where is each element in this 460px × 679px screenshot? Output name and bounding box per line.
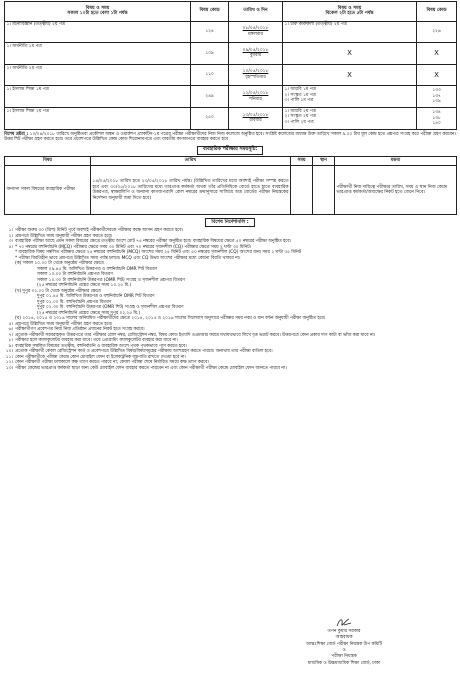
exam-date — [229, 43, 283, 65]
instruction-item — [4, 366, 456, 372]
instruction-text: (খ) দুপুর ০২.০০ টা থেকে অনুষ্ঠেয় পরীক্ষার ক্ষেত্রে — [15, 288, 101, 294]
afternoon-subjects — [283, 86, 417, 108]
exam-date — [229, 64, 283, 86]
header-morning: বিষয় ও সময় সকাল ১০টা হতে বেলা ১টা পর্যন্ত — [5, 2, 191, 22]
morning-subject: ১। অর্থনীতি ২য় পত্র — [5, 64, 191, 86]
instruction-text: (২৫ নম্বরের বহুনির্বাচনি প্রশ্নের ক্ষেত্রে সময় দুপুর ০২.২৫ মি.) — [37, 310, 141, 316]
not-applicable-mark: X — [347, 70, 352, 79]
instruction-text: পরীক্ষার্থীগণ প্রবেশপত্র নিজ নিজ প্রতিষ্ঠান প্রধানের নিকট হতে সংগ্রহ করবে। — [15, 327, 145, 333]
exam-date-value: ১৩/০৫/২০১৮ — [242, 112, 269, 118]
exam-day: শনিবার — [249, 96, 262, 102]
instruction-number: ১। — [8, 228, 13, 234]
afternoon-subject: ২। সংস্কৃত ১ম পত্র — [284, 92, 316, 98]
afternoon-subject: ১। চারু কারুকলা (তত্ত্বীয়) ২য় পত্র — [284, 22, 347, 28]
afternoon-subjects — [283, 107, 417, 129]
afternoon-subject: ৩। পালি ১ম পত্র — [284, 98, 314, 104]
signatory-and: ও — [342, 647, 346, 653]
not-applicable-mark: X — [347, 49, 352, 57]
header-code-2: বিষয় কোড — [417, 2, 457, 22]
practical-date: ১৪/০৫/২০১৮ তারিখ হতে ২৩/০৫/২০১৮ তারিখ পর্যন্ত। (উল্লিখিত তারিখের মধ্যে অবশ্যই পরীক্ষা সম্পন্ন করতে হবে এবং ৩০/০৫/২০১৮ তারিখের মধ্যে তারপ্রাপ্ত কর্মকর্তা অথবা তাঁর প্রতিনিধিকে বোর্ডে হাতে হাতে ব্যবহারিক উত্তরপত্র, স্বাক্ষরলিপি ও অন্যান্য কাগজপত্রাদি রোল নম্বরের ক্রমানুসারে সাজিয়ে অত্র বোর্ডের পরীক্ষা নিয়ন্ত্রকের নির্দেশনা অনুযায়ী জমা দিতে হবে) — [91, 166, 291, 215]
instruction-text: * ব্যবহারিক বিষয় সম্বলিত পরীক্ষার ক্ষেত্রে ২৫ নম্বরের বহুনির্বাচনি (MCQ) অংশের সময় ২৫ মিনিট এবং ৫০ নম্বরের সৃজনশীল (CQ) অংশের জন্য সময় ২ ঘণ্টা ৩৫ মিনিট — [15, 250, 302, 256]
instruction-text: কোন পরীক্ষার্থী পরীক্ষা চলাকালে কক্ষ ত্যাগ করতে পারবে না; কেবল পরীক্ষা শেষে নির্ধারিত সময়ে কক্ষ ত্যাগ করবে। — [15, 360, 209, 366]
instruction-text: পরীক্ষার হলে ক্যালকুলেটর ব্যবহার করা যাবে। তবে প্রোগ্রামিং ক্যালকুলেটর ব্যবহার করা যাবে না। — [15, 338, 178, 344]
instruction-text: দুপুর ০১.৪৫ মি. অলিখিত উত্তরপত্র ও বহুনির্বাচনি OMR শিট বিতরণ — [37, 294, 155, 300]
instruction-text: সকাল ১০.৩০ টা বহুনির্বাচনি উত্তরপত্র (OMR শিট) সংগ্রহ ও সৃজনশীল প্রশ্নপত্র বিতরণ — [37, 277, 185, 283]
exam-routine-page — [4, 1, 456, 677]
instruction-number: ২। — [8, 233, 13, 239]
exam-date-value: ০৮/০৫/২০১৮ — [242, 26, 269, 32]
practical-header-remarks: মন্তব্য — [335, 156, 457, 166]
instruction-text: (ক) সকাল ১০.০০ টা থেকে অনুষ্ঠেয় পরীক্ষার ক্ষেত্রে — [15, 261, 104, 267]
instruction-number: ৩। — [8, 239, 13, 245]
instruction-text: সকাল ১০.০০ টা বহুনির্বাচনি প্রশ্নপত্র বিতরণ — [37, 272, 113, 278]
schedule-row — [5, 43, 457, 65]
afternoon-code: ১৪০ — [432, 121, 441, 127]
instruction-text: কোন পরীক্ষার্থীকে পরীক্ষা কেন্দ্রে কোন মোবাইল ফোন বা ইলেকট্রনিক যন্ত্রপাতি রাখতে দেওয়া হবে না। — [15, 354, 186, 360]
morning-subject: ১। ইসলাম শিক্ষা ১ম পত্র — [5, 86, 191, 108]
instruction-number: ৫। — [8, 321, 13, 327]
instruction-number: ১১। — [5, 354, 13, 360]
afternoon-codes — [417, 107, 457, 129]
signatory-title-1: আহবায়ক — [335, 635, 353, 641]
morning-subject: ১। মনোবিজ্ঞান (তত্ত্বীয়) ২য় পত্র — [5, 21, 191, 43]
morning-code: ২৪৯ — [191, 86, 229, 108]
practical-header-time: সময় — [291, 156, 313, 166]
not-applicable-mark: X — [434, 70, 439, 79]
instructions-list — [4, 228, 456, 371]
instruction-number: ৪। — [8, 244, 13, 250]
practical-header-place: স্থান — [313, 156, 335, 166]
instruction-text: প্রশ্নপত্রে উল্লিখিত সময় অনুযায়ী পরীক্ষা গ্রহণ করতে হবে। — [15, 321, 113, 327]
instruction-text: দুপুর ০২.০০ মি. বহুনির্বাচনি প্রশ্নপত্র বিতরণ — [37, 299, 112, 305]
special-note-text: ১০/০৪/২০১৮ তারিখে অনুষ্ঠিতব্য প্রকৌশল অঙ্কন ও ওয়ার্কশপ প্র্যাকটিস-১ম পত্রের পরীক্ষা পরীক্ষার্থীদের নিজ নিজ কলেজে অনুষ্ঠিত হবে। সংশ্লিষ্ট কলেজের অধ্যক্ষ উক্ত তারিখে সকাল ৯.০০ টায় মূল কেন্দ্র হতে প্রশ্নপত্র সংগ্রহ করে পরীক্ষা গ্রহণ করবেন। উত্তর শিট পরীক্ষা গ্রহণ করতে হবে। তবে প্রবেশপত্রে উল্লিখিত কেন্দ্র কোড শিরোনামপত্রে এবং যাবতীয় কাগজপত্রে ব্যবহার করতে হবে — [4, 131, 456, 143]
exam-day: বৃহস্পতিবার — [245, 75, 266, 81]
afternoon-subjects — [283, 64, 417, 86]
practical-subject: অন্যান্য সকল বিষয়ের ব্যবহারিক পরীক্ষা — [5, 166, 91, 215]
practical-table — [4, 156, 457, 215]
schedule-row — [5, 86, 457, 108]
morning-code: ১২৪ — [191, 21, 229, 43]
practical-place — [313, 166, 335, 215]
instruction-text: (২৫ নম্বরের বহুনির্বাচনি প্রশ্নের ক্ষেত্রে সময় ১০.২৫ মি.) — [37, 283, 132, 289]
practical-title: ব্যবহারিক পরীক্ষার সময়সূচি: — [4, 146, 456, 155]
afternoon-codes — [417, 43, 457, 65]
instruction-number: ৯। — [8, 343, 13, 349]
afternoon-codes — [417, 64, 457, 86]
instruction-text: ব্যবহারিক সম্বলিত বিষয়ের তত্ত্বীয়, বহুনির্বাচনি ও ব্যবহারিক অংশে পৃথক পৃথকভাবে পাস করতে হবে। — [15, 343, 187, 349]
instruction-number: ১২। — [5, 360, 13, 366]
afternoon-subjects — [283, 43, 417, 65]
exam-date — [229, 107, 283, 129]
instruction-text: দুপুর ০২.৩০ মি. বহুনির্বাচনি উত্তরপত্র (OMR শিট) সংগ্রহ ও সৃজনশীল প্রশ্নপত্র বিতরণ — [37, 305, 184, 311]
special-note — [4, 132, 456, 143]
afternoon-code: ১৩৭ — [432, 93, 441, 99]
header-date: তারিখ ও দিন — [229, 2, 283, 22]
afternoon-code: ১৩৯ — [432, 99, 441, 105]
signature-mark — [254, 617, 434, 629]
instruction-number: ৮। — [8, 338, 13, 344]
exam-schedule-table — [4, 1, 457, 130]
exam-date — [229, 86, 283, 108]
afternoon-subject: ২। সংস্কৃত ২য় পত্র — [284, 114, 317, 120]
signature-block — [254, 617, 434, 667]
practical-header-subject: বিষয় — [5, 156, 91, 166]
instruction-text: প্রত্যেক পরীক্ষার্থী সরবরাহকৃত উত্তরপত্রে তার পরীক্ষার রোল নম্বর, রেজিস্ট্রেশন নম্বর, বিষয় কোড ইত্যাদি ওএমআর ফরমে যথাযথভাবে লিখে বৃত্ত ভরাট করবে। উত্তরপত্রে কোন প্রকার দাগ কাটা বা ভাঁজ করা যাবে না। — [15, 332, 376, 338]
signatory-title-3: পরীক্ষা নিয়ন্ত্রক — [331, 654, 357, 660]
exam-date-value: ০৯/০৫/২০১৮ — [242, 47, 269, 53]
exam-date — [229, 21, 283, 43]
practical-header-date: তারিখ — [91, 156, 291, 166]
signatory-title-2: আন্তঃশিক্ষা বোর্ড পরীক্ষা নিয়ন্ত্রক উপ কমিটি — [306, 641, 382, 647]
instruction-text: পরীক্ষা শুরুর ৩০ (ত্রিশ) মিনিট পূর্বে অবশ্যই পরীক্ষার্থীদেরকে পরীক্ষার কক্ষে আসন গ্রহণ করতে হবে। — [15, 228, 184, 234]
practical-header-row — [5, 156, 457, 166]
signatory-title-4: মাধ্যমিক ও উচ্চমাধ্যমিক শিক্ষা বোর্ড, ঢাকা — [307, 660, 381, 666]
morning-subject: ১। ইসলাম শিক্ষা ২য় পত্র — [5, 107, 191, 129]
special-note-label: বিশেষ দ্রষ্টব্য : — [4, 131, 29, 137]
instruction-text: ব্যবহারিক পরীক্ষা আছে এমন সকল বিষয়ের ক্ষেত্রে তত্ত্বীয় অংশে মোট ৭৫ নম্বরের পরীক্ষা অনুষ্ঠিত হবে। ব্যবহারিক বিষয়ের ক্ষেত্রে ৫০ নম্বরের পরীক্ষা অনুষ্ঠিত হবে। — [15, 239, 292, 245]
instruction-number: ১০। — [5, 349, 13, 355]
instruction-text: (ঘ) ২০১৪, ২০১৫ ও ২০১৬ সালের অনিয়মিত পরীক্ষার্থীদের ক্ষেত্রে ২০১৪, ২০১৫ ও ২০১৬ সালের সিলেবাস অনুসারে পরীক্ষার সময় নবম ও মান বন্টন অনুযায়ী পরীক্ষা অনুষ্ঠিত হবে। — [15, 316, 326, 322]
afternoon-code: ২২৬ — [432, 29, 441, 35]
instruction-number: ৬। — [8, 327, 13, 333]
morning-code: ১১০ — [191, 64, 229, 86]
afternoon-subject: ১। আরবি ২য় পত্র — [284, 108, 316, 114]
schedule-header-row — [5, 2, 457, 22]
schedule-row — [5, 21, 457, 43]
practical-row — [5, 166, 457, 215]
exam-day: মঙ্গলবার — [248, 31, 263, 37]
practical-remarks: পরীক্ষার্থী নিজ দায়িত্বে পরীক্ষার তারিখ, সময় ও স্থান নিজ কেন্দ্রে ভারপ্রাপ্ত কর্মকর্তা/অধ্যক্ষের নিকট হতে জেনে নিবে। — [335, 166, 457, 215]
instruction-text: * পরীক্ষা বিরতিহীন ভাবে প্রশ্নপত্রে উল্লিখিত সময় পর্যন্ত চলবে। MCQ এবং CQ উভয় অংশের পরীক্ষার মধ্যে কোনো বিরতি থাকবে না। — [15, 255, 241, 261]
schedule-row — [5, 64, 457, 86]
afternoon-code: ১৩৮ — [432, 115, 441, 121]
instruction-number: ১৩। — [5, 365, 13, 371]
exam-day: বুধবার — [249, 53, 262, 59]
morning-code: ২৫০ — [191, 107, 229, 129]
schedule-row — [5, 107, 457, 129]
header-code: বিষয় কোড — [191, 2, 229, 22]
exam-date-value: ১২/০৫/২০১৮ — [242, 91, 269, 97]
instruction-number: ৭। — [8, 332, 13, 338]
not-applicable-mark: X — [434, 49, 439, 57]
header-afternoon: বিষয় ও সময় বিকেল ২টা হতে ৫টা পর্যন্ত — [283, 2, 417, 22]
afternoon-code: ১৩৩ — [432, 88, 441, 94]
instructions-title: বিশেষ নির্দেশাবলি : — [4, 218, 456, 227]
morning-code: ১০৯ — [191, 43, 229, 65]
afternoon-codes — [417, 21, 457, 43]
afternoon-subject: ৩। পালি ২য় পত্র — [284, 119, 314, 125]
exam-date-value: ১০/০৫/২০১৮ — [242, 69, 269, 75]
morning-subject: ১। অর্থনীতি ১ম পত্র — [5, 43, 191, 65]
afternoon-subject: ১। আরবি ১ম পত্র — [284, 87, 316, 93]
instruction-text: পরীক্ষা কেন্দ্রের ভারপ্রাপ্ত কর্মকর্তা ছাড়া অন্য কেউ মোবাইল ফোন ব্যবহার করতে পারবেন না এবং কোন পরীক্ষার্থী পরীক্ষা কেন্দ্রে মোবাইল ফোন আনতে পারবে না। — [15, 365, 287, 371]
practical-time — [291, 166, 313, 215]
instruction-text: প্রত্যেক পরীক্ষার্থী কেবল রেজিস্ট্রেশন কার্ড ও প্রবেশপত্রে উল্লিখিত বিষয়/বিষয়সমূহের পরীক্ষায় অংশগ্রহণ করতে পারবে। অন্যথায় তার পরীক্ষা বাতিল হবে। — [15, 349, 273, 355]
instruction-text: প্রশ্নপত্রে উল্লিখিত সময় অনুযায়ী পরীক্ষা গ্রহণ করতে হবে। — [15, 233, 113, 239]
schedule-body — [5, 21, 457, 129]
instruction-text: সকাল ০৯.৪৫ মি. অলিখিত উত্তরপত্র ও বহুনির্বাচনি OMR শিট বিতরণ — [37, 266, 158, 272]
signatory-name: তপন কুমার সরকার — [327, 628, 361, 634]
afternoon-code: ১৩৪ — [432, 110, 441, 116]
afternoon-subjects — [283, 21, 417, 43]
afternoon-codes — [417, 86, 457, 108]
instruction-text: * ৭০ নম্বরের বহুনির্বাচনি (MCQ) পরীক্ষার ক্ষেত্রে সময় ৩০ মিনিট এবং ৭০ নম্বরের সৃজনশীল (CQ) পরীক্ষার ক্ষেত্রে সময় ২ ঘণ্টা ৩০ মিনিট। — [15, 244, 252, 250]
exam-day: রবিবার — [249, 118, 262, 124]
